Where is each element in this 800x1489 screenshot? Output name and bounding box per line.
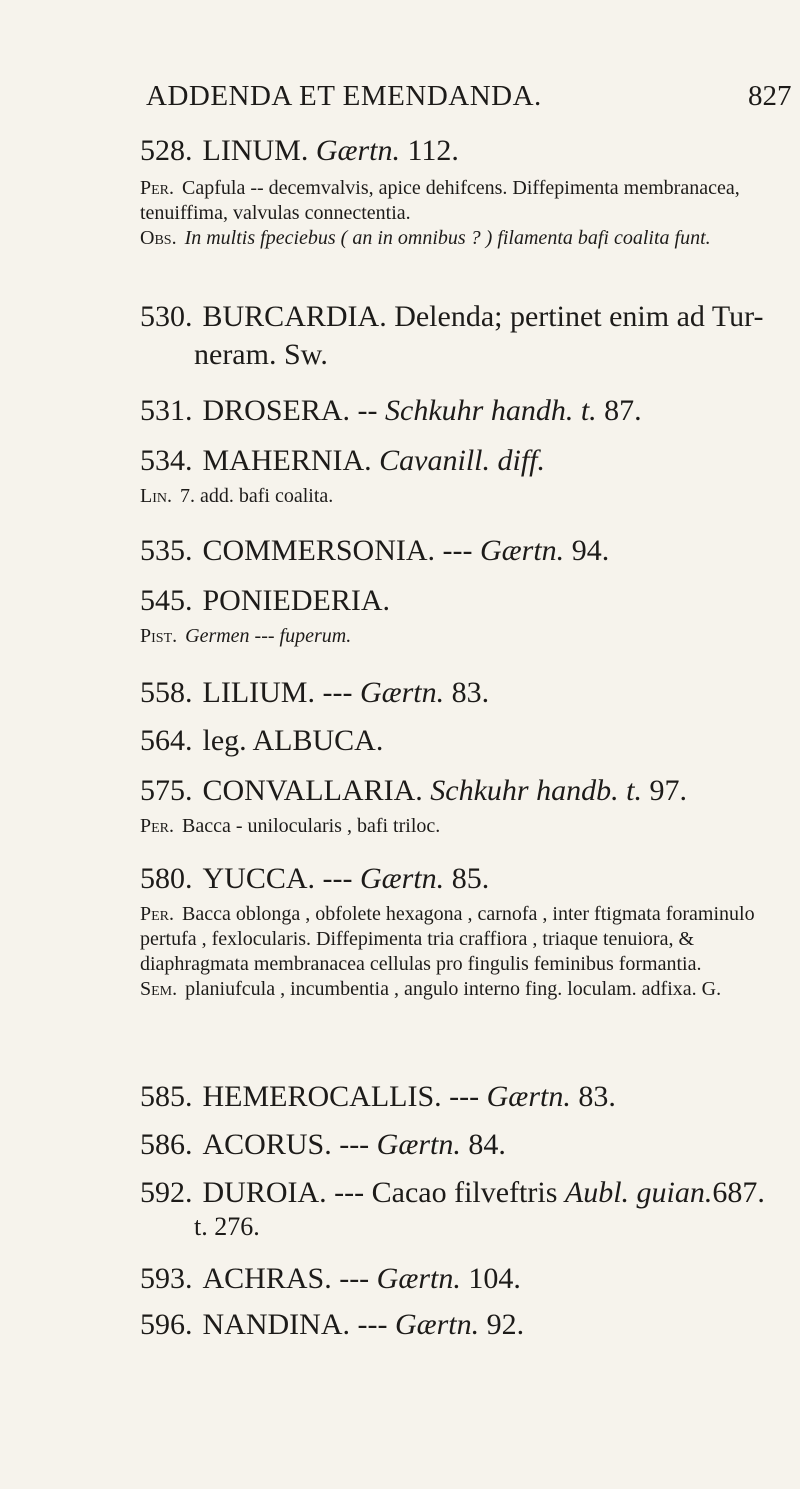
entry-continuation: neram. Sw. [194, 338, 328, 371]
entry-nandina [140, 1306, 780, 1344]
entry-reference: Gærtn. [486, 1080, 571, 1113]
entry-name: leg. ALBUCA. [202, 724, 384, 757]
entry-reference-number: 87. [604, 394, 642, 427]
note-label: Sem. [140, 978, 178, 1000]
entry-reference-number: 83. [451, 676, 490, 709]
note-label: Lin. [140, 485, 172, 507]
entry-continuation: t. 276. [194, 1212, 260, 1241]
entry-yucca [140, 860, 780, 1002]
note-label: Per. [140, 903, 175, 925]
entry-head [140, 582, 780, 620]
entry-albuca [140, 722, 780, 760]
entry-name: PONIEDERIA. [202, 584, 390, 617]
note-label: Per. [140, 815, 175, 837]
note-label: Obs. [140, 227, 177, 249]
entry-reference: Schkuhr handb. t. [430, 774, 642, 807]
entry-number: 596. [140, 1308, 193, 1341]
entry-name: LILIUM. --- [202, 676, 353, 709]
entry-remark: Delenda; pertinet enim ad Tur- [394, 300, 764, 333]
entry-note [140, 814, 780, 839]
entry-note [140, 624, 780, 649]
entry-head [140, 532, 780, 570]
note-text: planiufcula , incumbentia , angulo interno fing. loculam. adfixa. G. [185, 978, 722, 1000]
note-text: Germen --- fuperum. [185, 625, 352, 647]
entry-drosera [140, 392, 780, 430]
entry-number: 531. [140, 394, 193, 427]
entry-head [140, 674, 780, 712]
note-text: Capfula -- decemvalvis, apice dehifcens. Diffepimenta membranacea, tenuiffima, valvulas connectentia. [140, 177, 740, 224]
page-number: 827 [748, 80, 792, 112]
entry-reference: Gærtn. [394, 1308, 480, 1341]
entry-note [140, 902, 780, 977]
entry-note [140, 226, 780, 251]
entry-reference-number: 92. [486, 1308, 525, 1341]
entry-name: NANDINA. --- [202, 1308, 388, 1341]
entry-reference: Gærtn. [480, 534, 565, 567]
entry-number: 534. [140, 444, 193, 477]
note-text: Bacca oblonga , obfolete hexagona , carnofa , inter ftigmata foraminulo pertufa , fexlocularis. Diffepimenta tria craffiora , triaque tenuiora, & diaphragmata membranacea cellulas pro fingulis feminibus formantia. [140, 903, 755, 975]
entry-number: 575. [140, 774, 193, 807]
entry-head [140, 1126, 780, 1164]
entry-number: 593. [140, 1262, 193, 1295]
entry-name: HEMEROCALLIS. --- [202, 1080, 480, 1113]
entry-head [140, 722, 780, 760]
entry-reference: Aubl. guian. [564, 1176, 713, 1209]
entry-name: DROSERA. -- [202, 394, 378, 427]
entry-reference-number: 104. [468, 1262, 521, 1295]
entry-head [140, 132, 780, 170]
note-label: Per. [140, 177, 175, 199]
entry-name: COMMERSONIA. --- [202, 534, 473, 567]
entry-reference-number: 84. [468, 1128, 506, 1161]
entry-head [140, 392, 780, 430]
entry-reference: Gærtn. [360, 862, 445, 895]
entry-reference: Gærtn. [376, 1262, 461, 1295]
entry-reference-number: 97. [649, 774, 687, 807]
entry-number: 558. [140, 676, 193, 709]
entry-number: 545. [140, 584, 193, 617]
entry-number: 564. [140, 724, 193, 757]
entry-name: ACORUS. --- [202, 1128, 370, 1161]
entry-reference: Gærtn. [376, 1128, 461, 1161]
entry-linum [140, 132, 780, 251]
running-title: ADDENDA ET EMENDANDA. [146, 80, 542, 112]
entry-achras [140, 1260, 780, 1298]
entry-name: CONVALLARIA. [202, 774, 423, 807]
note-label: Pist. [140, 625, 178, 647]
entry-lilium [140, 674, 780, 712]
entry-number: 580. [140, 862, 193, 895]
entry-acorus [140, 1126, 780, 1164]
entry-hemerocallis [140, 1078, 780, 1116]
entry-reference: Gærtn. [359, 676, 445, 709]
entry-reference-number: 85. [451, 862, 490, 895]
entry-number: 586. [140, 1128, 193, 1161]
entry-duroia [140, 1174, 780, 1242]
entry-reference: Gærtn. [315, 134, 401, 167]
note-text: Bacca - unilocularis , bafi triloc. [182, 815, 441, 837]
entry-reference-number: 83. [578, 1080, 616, 1113]
entry-name: DUROIA. --- Cacao filveftris [202, 1176, 558, 1209]
entry-head [140, 1260, 780, 1298]
entry-head [140, 298, 780, 336]
entry-note [140, 484, 780, 509]
note-text: In multis fpeciebus ( an in omnibus ? ) filamenta bafi coalita funt. [184, 227, 711, 249]
entry-note [140, 977, 780, 1002]
entry-head [140, 1306, 780, 1344]
entry-head [140, 1078, 780, 1116]
entry-name: YUCCA. --- [202, 862, 353, 895]
entry-name: ACHRAS. --- [202, 1262, 370, 1295]
entry-note [140, 176, 780, 226]
entry-number: 592. [140, 1176, 193, 1209]
entry-commersonia [140, 532, 780, 570]
entry-head [140, 1174, 780, 1212]
entry-reference-number: 112. [407, 134, 459, 167]
entry-convallaria [140, 772, 780, 839]
entry-number: 530. [140, 300, 193, 333]
entry-head [140, 442, 780, 480]
entry-reference: Cavanill. diff. [379, 444, 546, 477]
running-header [0, 80, 800, 120]
entry-reference: Schkuhr handh. t. [385, 394, 597, 427]
entry-number: 585. [140, 1080, 193, 1113]
entry-head [140, 860, 780, 898]
entry-name: LINUM. [202, 134, 309, 167]
entry-reference-number: 687. [712, 1176, 765, 1209]
entry-mahernia [140, 442, 780, 509]
note-text: 7. add. bafi coalita. [180, 485, 334, 507]
entry-poniederia [140, 582, 780, 649]
entry-name: MAHERNIA. [202, 444, 372, 477]
entry-number: 528. [140, 134, 193, 167]
entry-burcardia [140, 298, 780, 374]
entry-name: BURCARDIA. [202, 300, 387, 333]
entry-number: 535. [140, 534, 193, 567]
entry-head [140, 772, 780, 810]
entry-reference-number: 94. [571, 534, 610, 567]
